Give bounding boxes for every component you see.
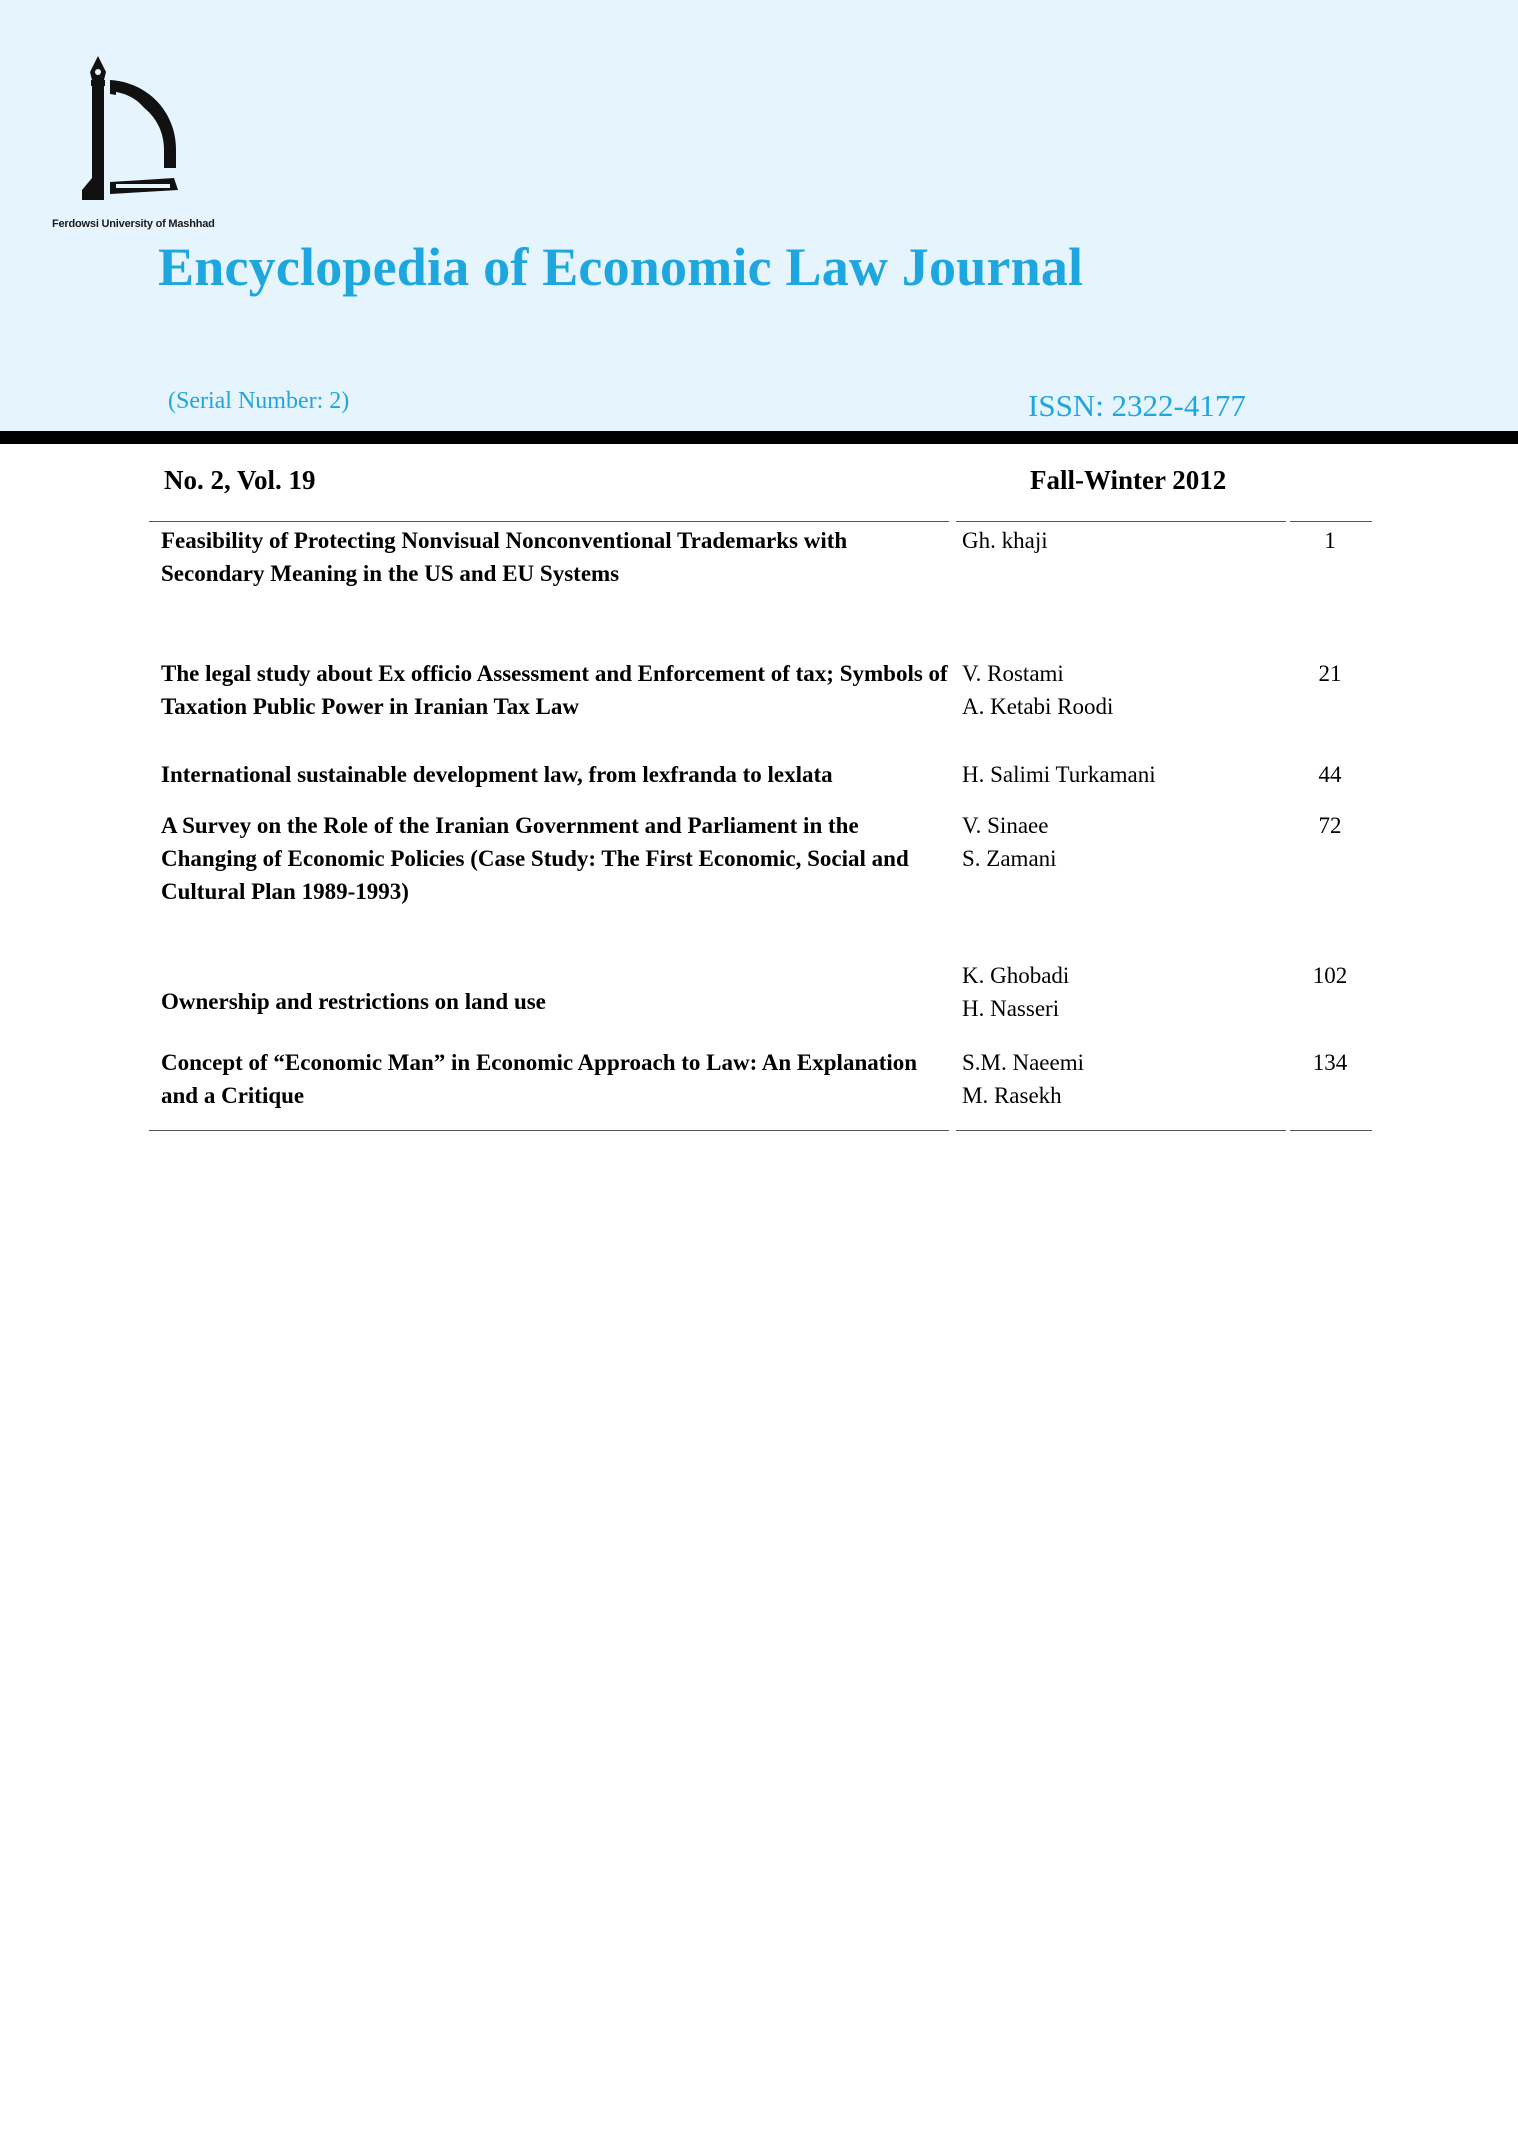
author-name: V. Sinaee <box>962 813 1049 838</box>
toc-top-rule-title <box>149 521 949 522</box>
article-title[interactable]: The legal study about Ex officio Assessment and Enforcement of tax; Symbols of Taxation Public Power in Iranian Tax Law <box>161 661 948 719</box>
page-number: 72 <box>1318 813 1342 838</box>
header-band <box>0 0 1518 432</box>
university-logo <box>52 50 215 240</box>
toc-bottom-rule-page <box>1290 1130 1372 1131</box>
article-authors <box>962 657 1282 723</box>
page-number: 1 <box>1324 528 1336 553</box>
page-number: 44 <box>1318 762 1342 787</box>
toc-bottom-rule-title <box>149 1130 949 1131</box>
author-name: M. Rasekh <box>962 1083 1062 1108</box>
toc-top-rule-page <box>1290 521 1372 522</box>
toc-top-rule-author <box>956 521 1286 522</box>
page-number: 102 <box>1312 963 1348 988</box>
journal-title: Encyclopedia of Economic Law Journal <box>158 237 1084 297</box>
author-name: A. Ketabi Roodi <box>962 694 1114 719</box>
article-title[interactable]: A Survey on the Role of the Iranian Government and Parliament in the Changing of Economic Policies (Case Study: The First Economic, Social and Cultural Plan 1989-1993) <box>161 813 909 904</box>
author-name: S. Zamani <box>962 846 1057 871</box>
issn: ISSN: 2322-4177 <box>1028 388 1246 423</box>
author-name: V. Rostami <box>962 661 1064 686</box>
institution-name: Ferdowsi University of Mashhad <box>52 218 215 230</box>
author-name: H. Nasseri <box>962 996 1060 1021</box>
article-authors <box>962 524 1282 557</box>
article-authors <box>962 758 1282 791</box>
page-number: 134 <box>1312 1050 1348 1075</box>
author-name: H. Salimi Turkamani <box>962 762 1156 787</box>
article-title[interactable]: Feasibility of Protecting Nonvisual Nonconventional Trademarks with Secondary Meaning in the US and EU Systems <box>161 528 848 586</box>
toc-bottom-rule-author <box>956 1130 1286 1131</box>
article-title[interactable]: Ownership and restrictions on land use <box>161 989 546 1014</box>
issue-date: Fall-Winter 2012 <box>1030 465 1227 495</box>
author-name: Gh. khaji <box>962 528 1048 553</box>
header-divider <box>0 431 1518 444</box>
pen-nib-logo-icon <box>76 50 186 210</box>
article-authors <box>962 959 1282 1025</box>
page-number: 21 <box>1318 661 1342 686</box>
author-name: K. Ghobadi <box>962 963 1070 988</box>
issue-number: No. 2, Vol. 19 <box>164 465 316 495</box>
article-authors <box>962 809 1282 875</box>
article-authors <box>962 1046 1282 1112</box>
serial-number: (Serial Number: 2) <box>168 388 350 414</box>
article-title[interactable]: Concept of “Economic Man” in Economic Approach to Law: An Explanation and a Critique <box>161 1050 918 1108</box>
article-title[interactable]: International sustainable development law, from lexfranda to lexlata <box>161 762 833 787</box>
author-name: S.M. Naeemi <box>962 1050 1085 1075</box>
